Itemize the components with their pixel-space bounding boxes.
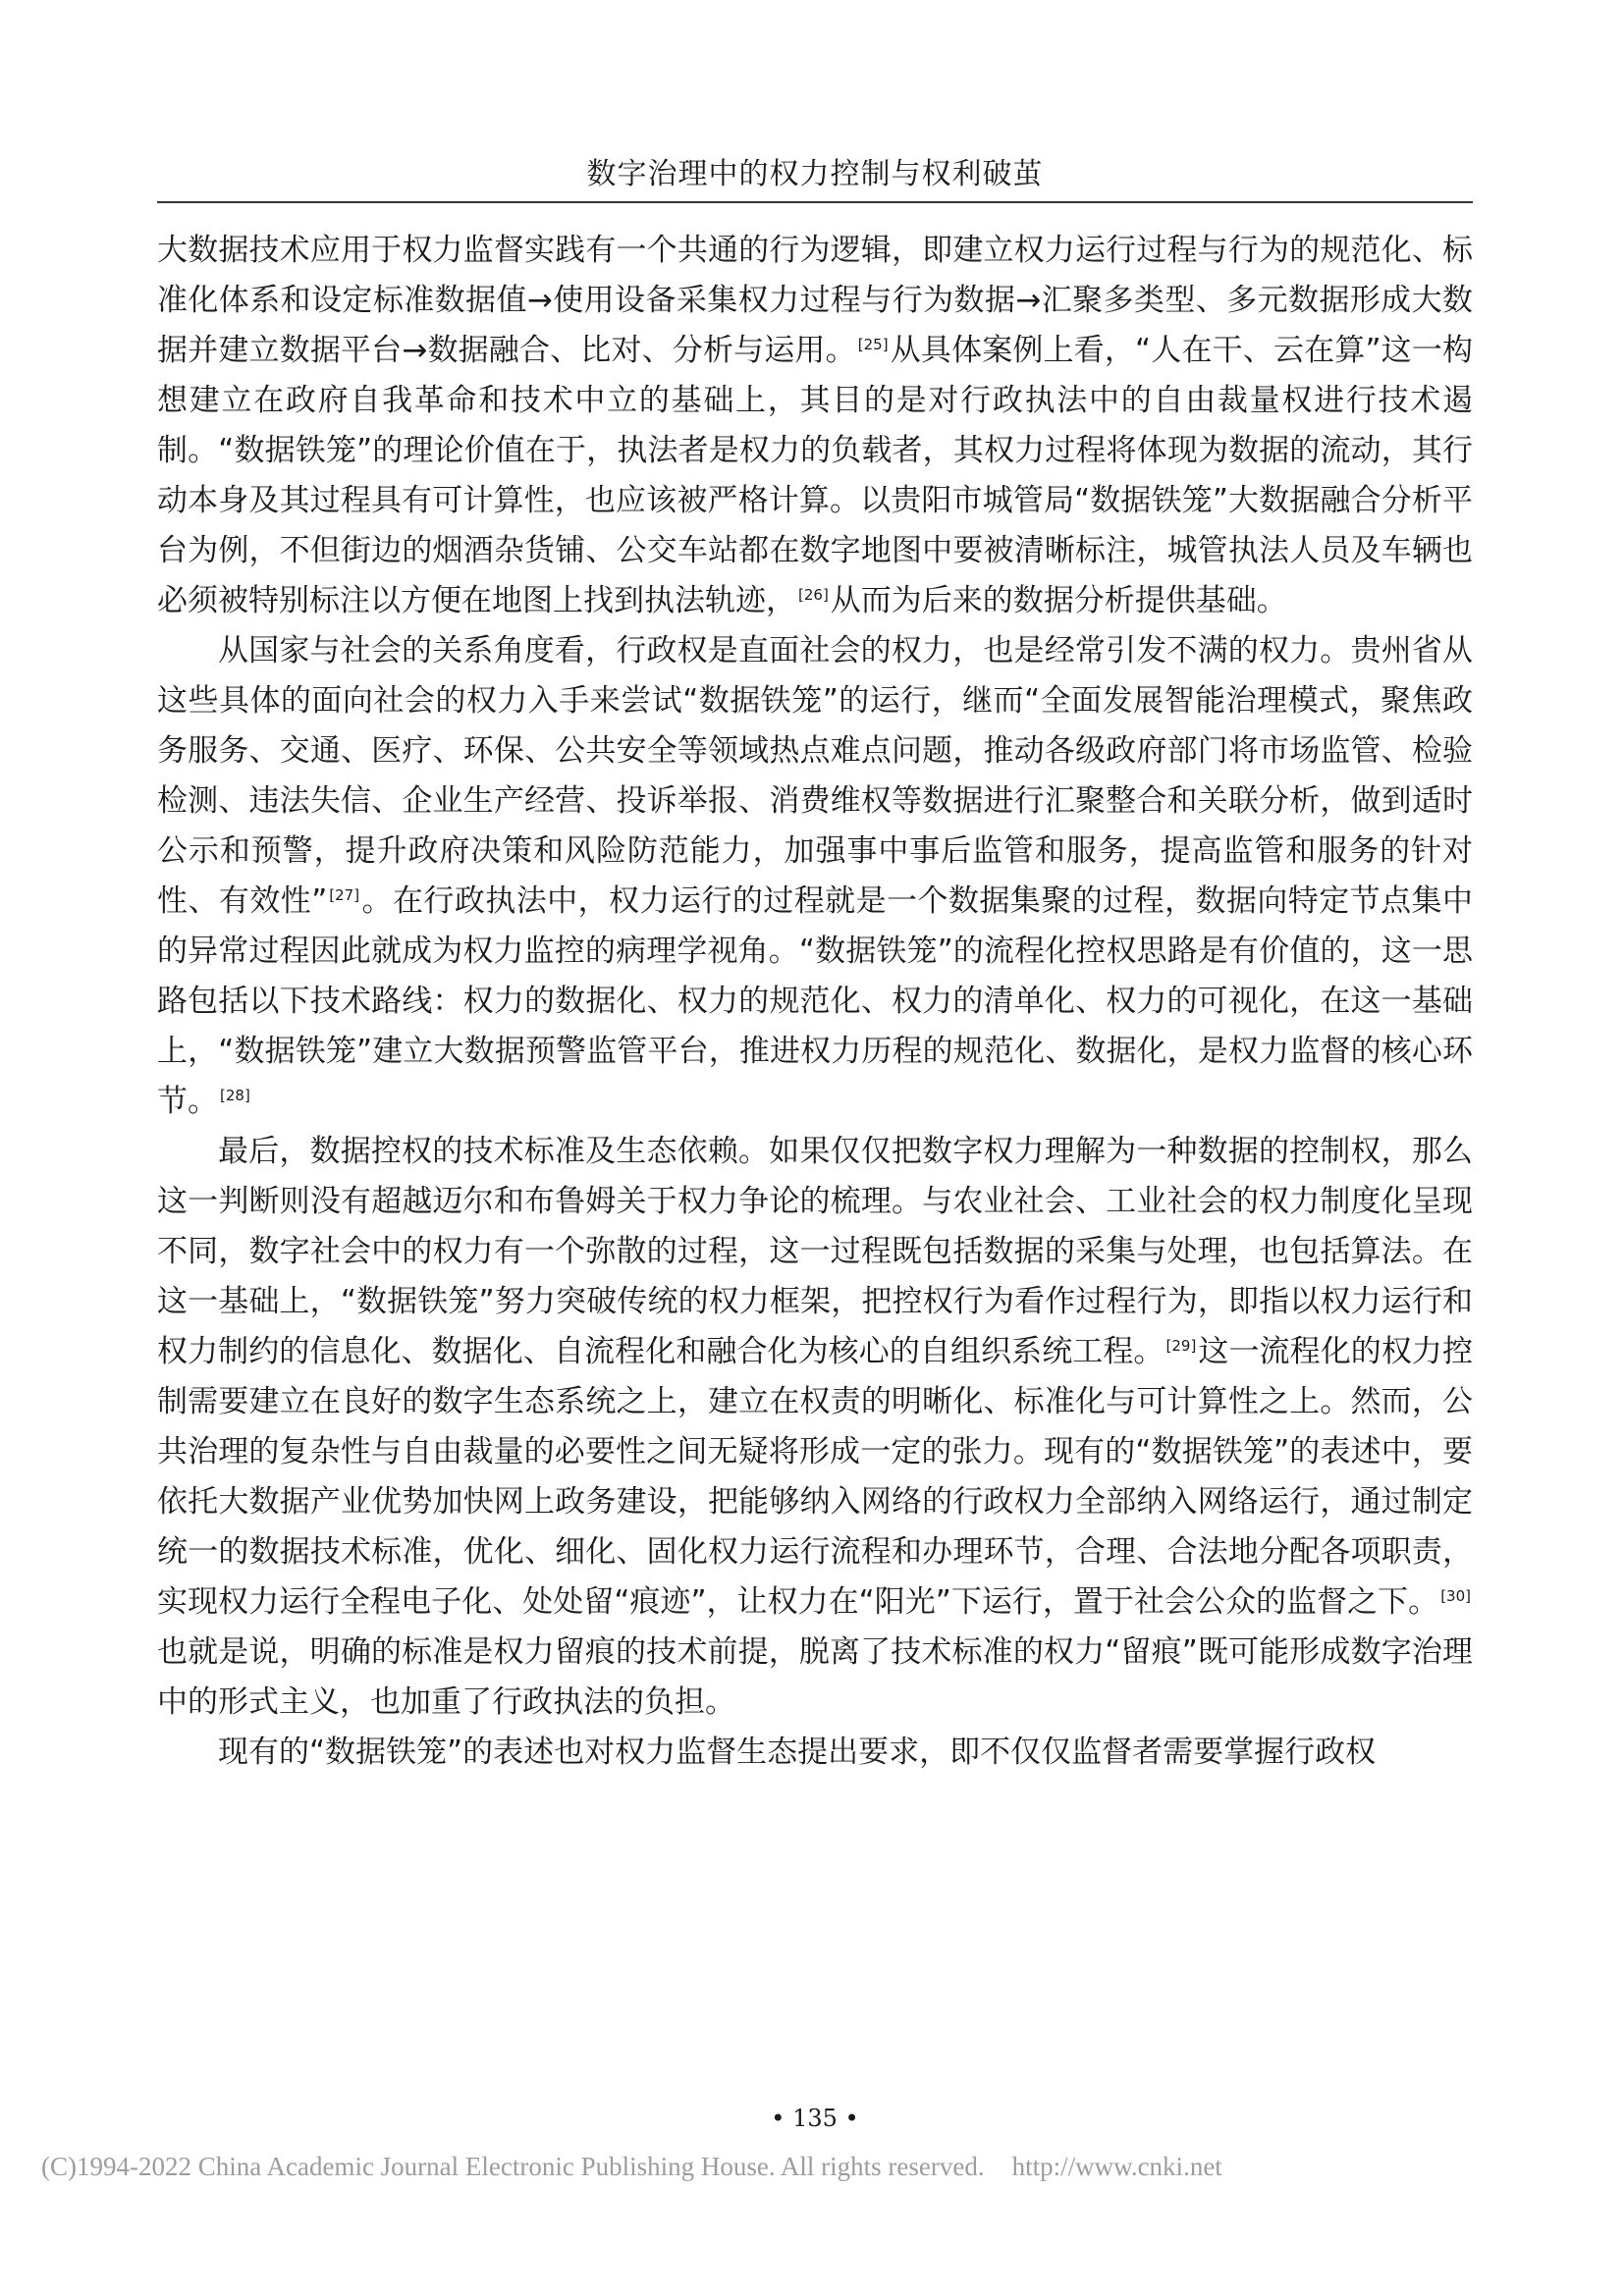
paragraph-text: 从具体案例上看，“人在干、云在算”这一构想建立在政府自我革命和技术中立的基础上，其目的是对行政执法中的自由裁量权进行技术遏制。“数据铁笼”的理论价值在于，执法者是权力的负载者，其权力过程将体现为数据的流动，其行动本身及其过程具有可计算性，也应该被严格计算。以贵阳市城管局“数据铁笼”大数据融合分析平台为例，不但街边的烟酒杂货铺、公交车站都在数字地图中要被清晰标注，城管执法人员及车辆也必须被特别标注以方便在地图上找到执法轨迹，	[157, 333, 1473, 618]
body-paragraph	[157, 1728, 1473, 1778]
cnki-url: http://www.cnki.net	[1011, 2152, 1222, 2181]
citation-ref: [27]	[329, 885, 360, 904]
body-paragraph	[157, 1127, 1473, 1728]
body-paragraph	[157, 626, 1473, 1127]
paragraph-text: 从国家与社会的关系角度看，行政权是直面社会的权力，也是经常引发不满的权力。贵州省从这些具体的面向社会的权力入手来尝试“数据铁笼”的运行，继而“全面发展智能治理模式，聚焦政务服务、交通、医疗、环保、公共安全等领域热点难点问题，推动各级政府部门将市场监管、检验检测、违法失信、企业生产经营、投诉举报、消费维权等数据进行汇聚整合和关联分析，做到适时公示和预警，提升政府决策和风险防范能力，加强事中事后监管和服务，提高监管和服务的针对性、有效性”	[157, 633, 1473, 919]
header-rule	[157, 201, 1473, 203]
copyright-text: (C)1994-2022 China Academic Journal Electronic Publishing House. All rights reserved.	[41, 2152, 985, 2181]
citation-ref: [28]	[220, 1086, 250, 1104]
paragraph-text: 这一流程化的权力控制需要建立在良好的数字生态系统之上，建立在权责的明晰化、标准化与可计算性之上。然而，公共治理的复杂性与自由裁量的必要性之间无疑将形成一定的张力。现有的“数据铁笼”的表述中，要依托大数据产业优势加快网上政务建设，把能够纳入网络的行政权力全部纳入网络运行，通过制定统一的数据技术标准，优化、细化、固化权力运行流程和办理环节，合理、合法地分配各项职责，实现权力运行全程电子化、处处留“痕迹”，让权力在“阳光”下运行，置于社会公众的监督之下。	[157, 1334, 1473, 1620]
citation-ref: [26]	[798, 585, 829, 604]
paragraph-text: 大数据技术应用于权力监督实践有一个共通的行为逻辑，即建立权力运行过程与行为的规范化、标准化体系和设定标准数据值→使用设备采集权力过程与行为数据→汇聚多类型、多元数据形成大数据并建立数据平台→数据融合、比对、分析与运用。	[157, 233, 1473, 368]
article-body	[157, 226, 1473, 1778]
body-paragraph	[157, 226, 1473, 626]
running-title: 数字治理中的权力控制与权利破茧	[586, 157, 1044, 191]
paragraph-text: 从而为后来的数据分析提供基础。	[830, 583, 1287, 618]
citation-ref: [30]	[1440, 1586, 1471, 1605]
copyright-notice	[41, 2150, 1222, 2183]
paragraph-text: 最后，数据控权的技术标准及生态依赖。如果仅仅把数字权力理解为一种数据的控制权，那么这一判断则没有超越迈尔和布鲁姆关于权力争论的梳理。与农业社会、工业社会的权力制度化呈现不同，数字社会中的权力有一个弥散的过程，这一过程既包括数据的采集与处理，也包括算法。在这一基础上，“数据铁笼”努力突破传统的权力框架，把控权行为看作过程行为，即指以权力运行和权力制约的信息化、数据化、自流程化和融合化为核心的自组织系统工程。	[157, 1134, 1473, 1369]
citation-ref: [29]	[1165, 1336, 1197, 1355]
paragraph-text: 现有的“数据铁笼”的表述也对权力监督生态提出要求，即不仅仅监督者需要掌握行政权	[218, 1735, 1377, 1770]
citation-ref: [25]	[857, 335, 889, 353]
paragraph-text: 也就是说，明确的标准是权力留痕的技术前提，脱离了技术标准的权力“留痕”既可能形成数字治理中的形式主义，也加重了行政执法的负担。	[157, 1634, 1473, 1720]
page-number: • 135 •	[771, 2105, 859, 2132]
paragraph-text: 。在行政执法中，权力运行的过程就是一个数据集聚的过程，数据向特定节点集中的异常过程因此就成为权力监控的病理学视角。“数据铁笼”的流程化控权思路是有价值的，这一思路包括以下技术路线：权力的数据化、权力的规范化、权力的清单化、权力的可视化，在这一基础上，“数据铁笼”建立大数据预警监管平台，推进权力历程的规范化、数据化，是权力监督的核心环节。	[157, 883, 1474, 1119]
